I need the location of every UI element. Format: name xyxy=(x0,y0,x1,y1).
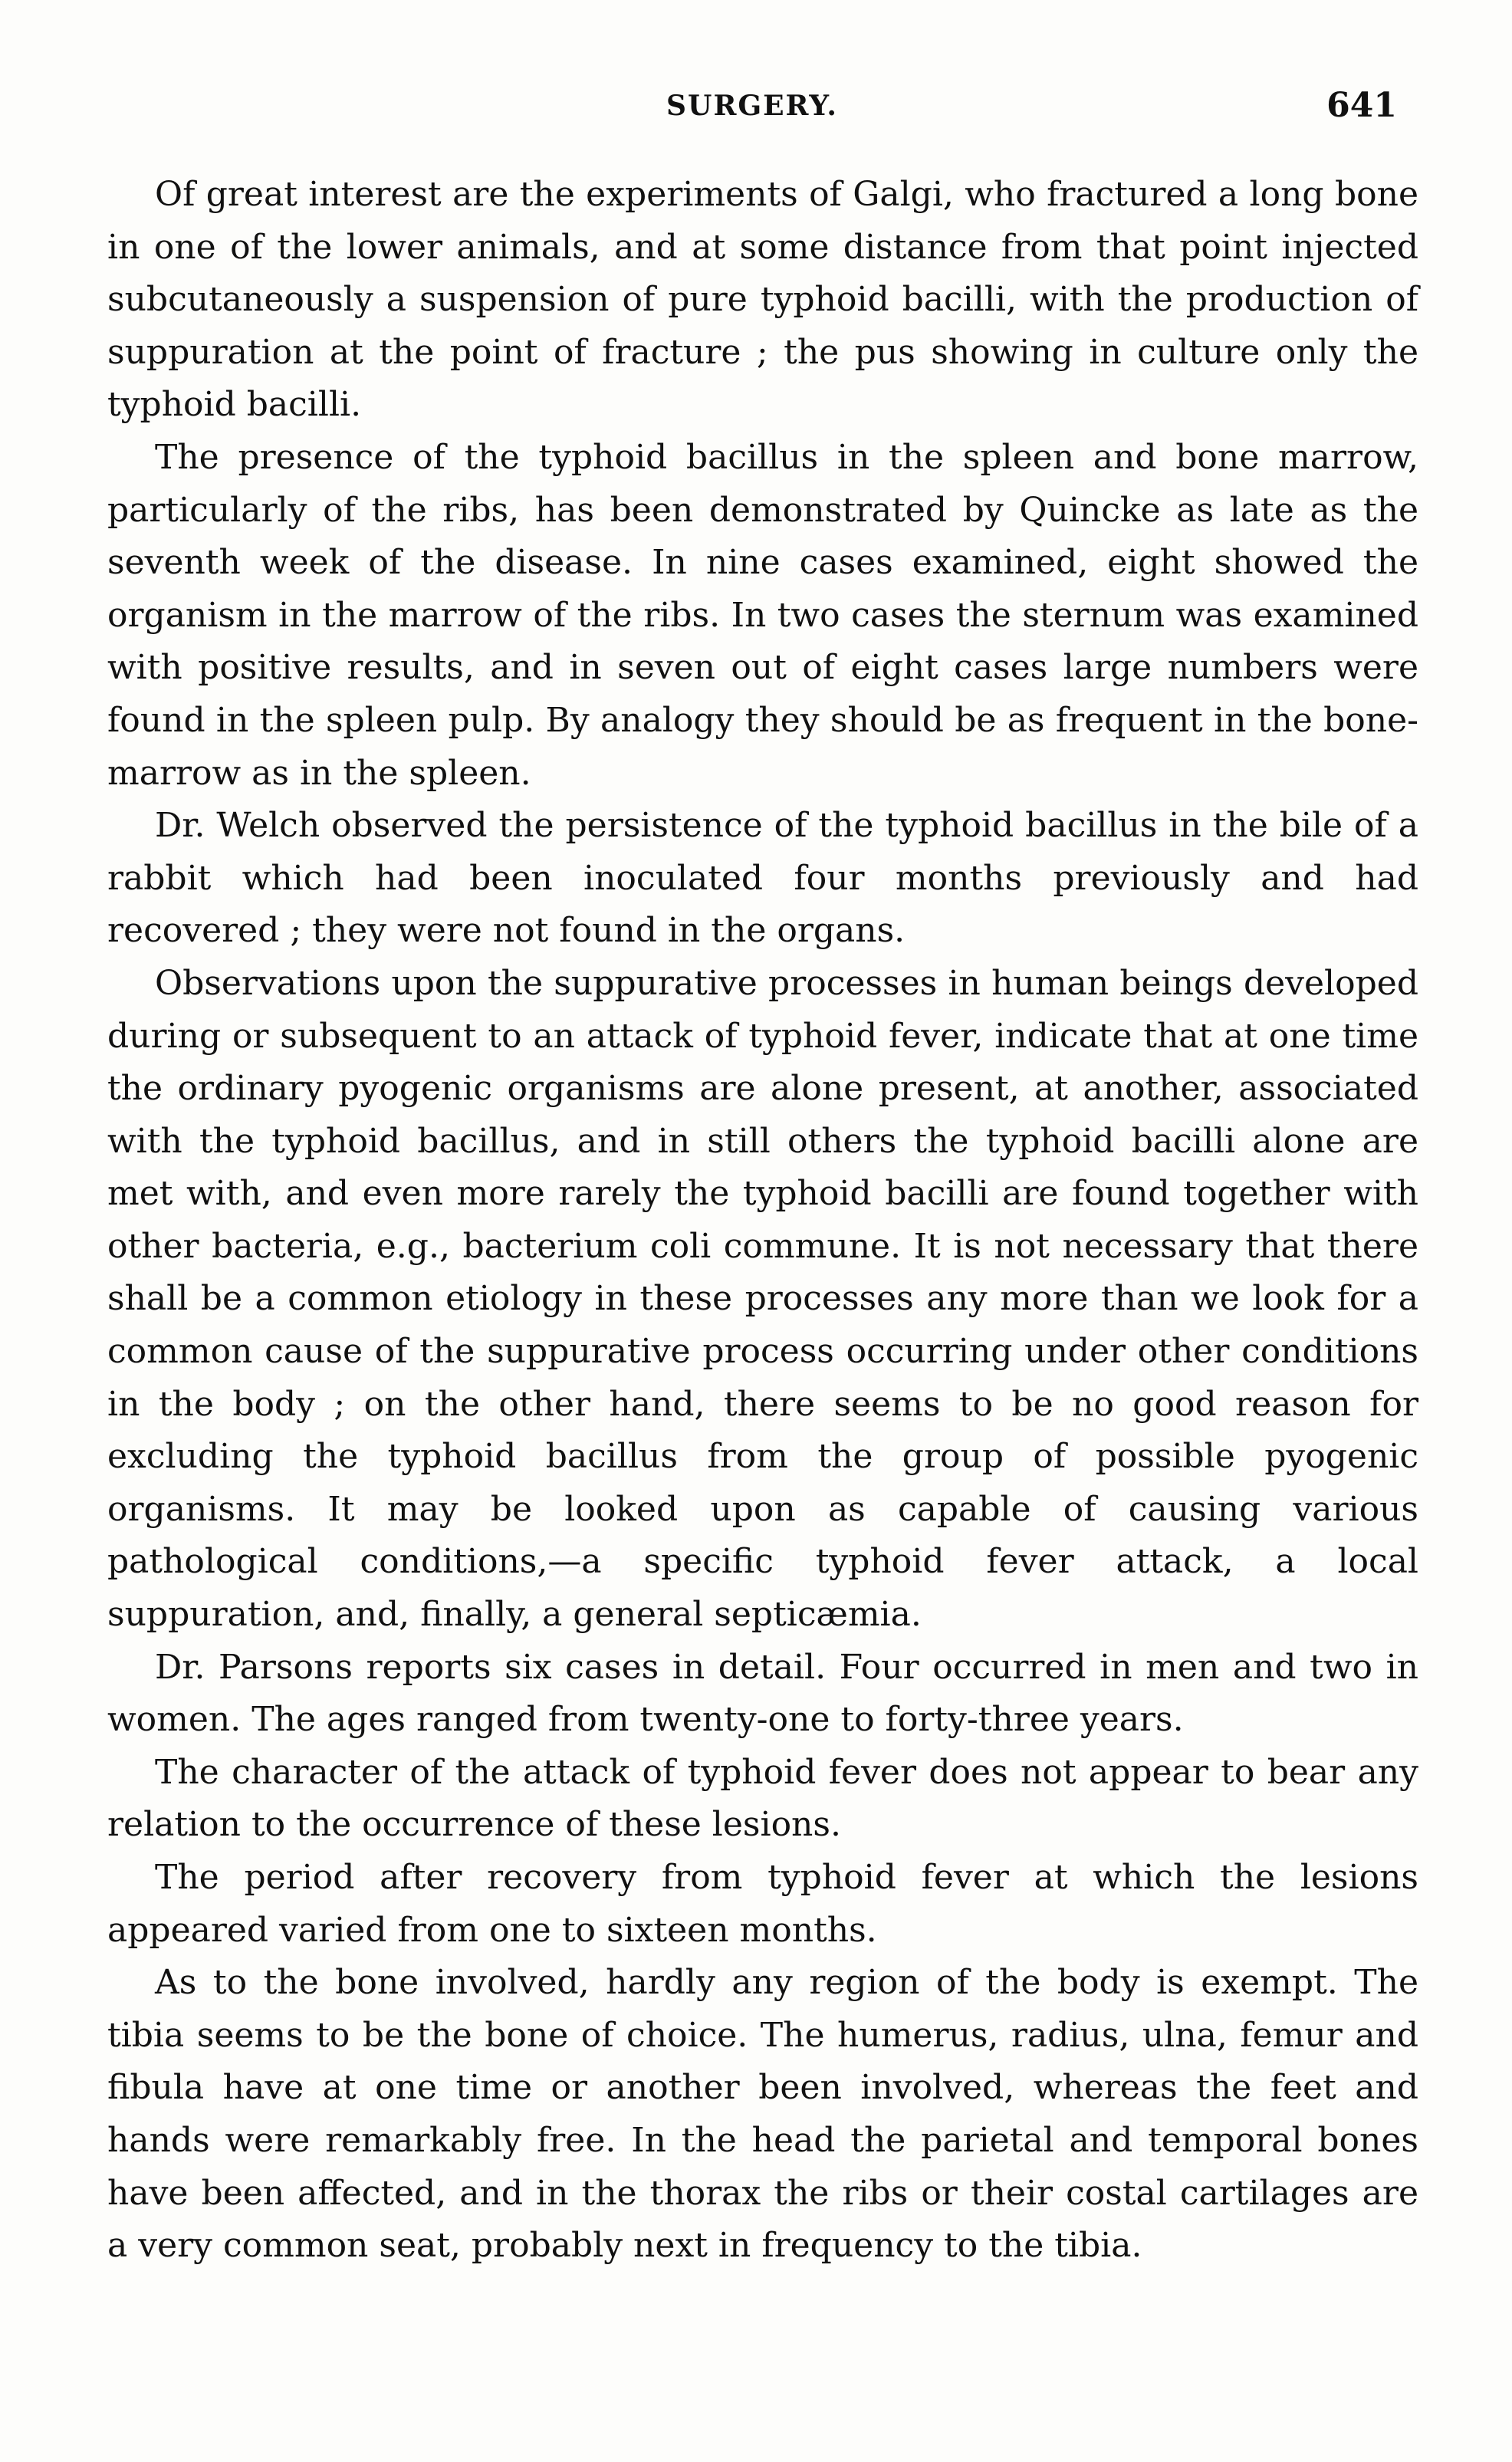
paragraph-recovery-period: The period after recovery from typhoid fever at which the lesions appeared varied from one to sixteen months. xyxy=(107,1858,1418,1950)
paragraph-welch-observation: Dr. Welch observed the persistence of the typhoid bacillus in the bile of a rabbit which had been inoculated four months previously and had recovered ; they were not found in the organs. xyxy=(107,806,1418,951)
paragraph-bones-involved: As to the bone involved, hardly any region of the body is exempt. The tibia seems to be the bone of choice. The humerus, radius, ulna, femur and fibula have at one time or another been involved, whereas the feet and hands were remarkably free. In the head the parietal and temporal bones have been affected, and in the thorax the ribs or their costal cartilages are a very common seat, probably next in frequency to the tibia. xyxy=(107,1963,1418,2266)
running-title: SURGERY. xyxy=(666,90,838,122)
page-number: 641 xyxy=(1326,86,1397,125)
paragraph-suppurative-observations: Observations upon the suppurative processes in human beings developed during or subsequent to an attack of typhoid fever, indicate that at one time the ordinary pyogenic organisms are alone present, at another, associated with the typhoid bacillus, and in still others the typhoid bacilli alone are met with, and even more rarely the typhoid bacilli are found together with other bacteria, e.g., bacterium coli commune. It is not necessary that there shall be a common etiology in these processes any more than we look for a common cause of the suppurative process occurring under other conditions in the body ; on the other hand, there seems to be no good reason for excluding the typhoid bacillus from the group of possible pyogenic organisms. It may be looked upon as capable of causing various pathological conditions,—a specific typhoid fever attack, a local suppuration, and, finally, a general septicæmia. xyxy=(107,963,1418,1635)
paragraph-parsons-cases: Dr. Parsons reports six cases in detail. Four occurred in men and two in women. The ages ranged from twenty-one to forty-three years. xyxy=(107,1647,1418,1740)
paragraph-attack-character: The character of the attack of typhoid fever does not appear to bear any relation to the occurrence of these lesions. xyxy=(107,1752,1418,1845)
paragraph-galgi-experiments: Of great interest are the experiments of Galgi, who fractured a long bone in one of the lower animals, and at some distance from that point injected subcutaneously a suspension of pure typhoid bacilli, with the production of suppuration at the point of fracture ; the pus showing in culture only the typhoid bacilli. xyxy=(107,175,1418,425)
running-head xyxy=(107,83,1397,129)
paragraph-quincke-findings: The presence of the typhoid bacillus in the spleen and bone marrow, particularly of the ribs, has been demonstrated by Quincke as late as the seventh week of the disease. In nine cases examined, eight showed the organism in the marrow of the ribs. In two cases the sternum was examined with positive results, and in seven out of eight cases large numbers were found in the spleen pulp. By analogy they should be as frequent in the bone-marrow as in the spleen. xyxy=(107,437,1418,793)
body-text xyxy=(107,169,1418,2273)
